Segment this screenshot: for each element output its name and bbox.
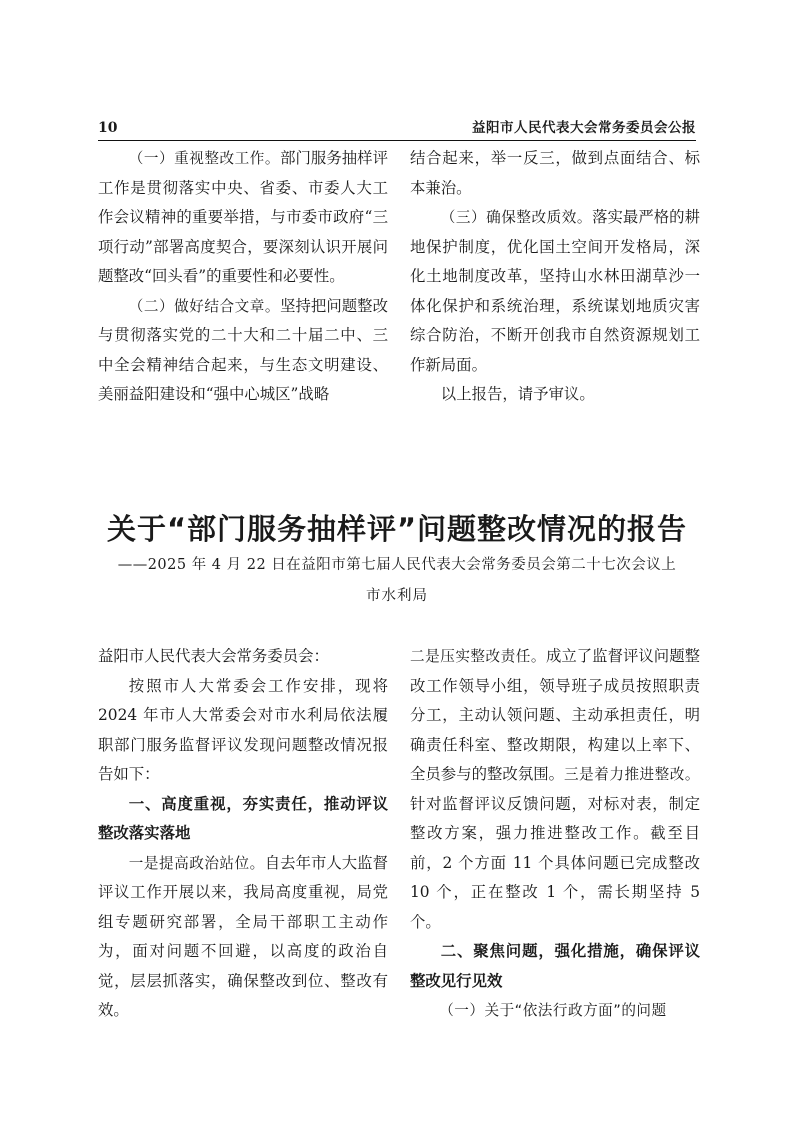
paragraph-text: 坚持把问题整改与贯彻落实党的二十大和二十届二中、三中全会精神结合起来，与生态文明建设、美丽益阳建设和“强中心城区”战略 — [98, 296, 388, 403]
paragraph-lead: （三）确保整改质效。 — [440, 209, 593, 226]
prev-paragraph-1 — [98, 144, 388, 292]
page-header — [98, 116, 696, 141]
section-heading-2: 二、聚焦问题，强化措施，确保评议整改见行见效 — [410, 942, 700, 990]
paragraph-lead: 三是着力推进整改。 — [564, 766, 700, 783]
paragraph-text: 自去年市人大监督评议工作开展以来，我局高度重视，局党组专题研究部署，全局干部职工主动作为，面对问题不回避，以高度的政治自觉，层层抓落实，确保整改到位、整改有效。 — [98, 853, 388, 1019]
prev-article-right-column — [410, 144, 700, 410]
prev-article-left-column — [98, 144, 388, 410]
article-left-column — [98, 642, 388, 1026]
article-right-column — [410, 642, 700, 1026]
prev-paragraph-2 — [98, 292, 388, 410]
paragraph-text: 落实最严格的耕地保护制度，优化国土空间开发格局，深化土地制度改革，坚持山水林田湖草沙一体化保护和系统治理，系统谋划地质灾害综合防治，不断开创我市自然资源规划工作新局面。 — [410, 208, 700, 374]
subsection-heading-1: （一）关于“依法行政方面”的问题 — [439, 1002, 667, 1019]
paragraph-lead: 二是压实整改责任。 — [410, 648, 546, 665]
page-number: 10 — [98, 120, 118, 136]
paragraph-text: 成立了监督评议问题整改工作领导小组，领导班子成员按照职责分工，主动认领问题、主动承担责任，明确责任科室、整改期限，构建以上率下、全员参与的整改氛围。 — [410, 647, 700, 783]
paragraph-lead: （二）做好结合文章。 — [128, 297, 281, 315]
closing-remark — [410, 380, 700, 410]
prev-paragraph-4 — [410, 203, 700, 380]
paragraph-political-stance — [98, 849, 388, 1026]
paragraph-text: 针对监督评议反馈问题，对标对表，制定整改方案，强力推进整改工作。截至目前，2 个方面 11 个具体问题已完成整改 10 个，正在整改 1 个，需长期坚持 5 个。 — [410, 794, 700, 931]
paragraph-lead: （一）重视整改工作。 — [128, 150, 281, 167]
article-subtitle: ——2025 年 4 月 22 日在益阳市第七届人民代表大会常务委员会第二十七次会议上 — [117, 557, 677, 573]
paragraph-text: 以上报告，请予审议。 — [440, 385, 595, 403]
article-author: 市水利局 — [366, 588, 428, 604]
salutation: 益阳市人民代表大会常务委员会： — [98, 647, 329, 665]
publication-title: 益阳市人民代表大会常务委员会公报 — [472, 120, 696, 136]
paragraph-lead: 一是提高政治站位。 — [128, 854, 265, 872]
intro-paragraph: 按照市人大常委会工作安排，现将 2024 年市人大常委会对市水利局依法履职部门服务监督评议发现问题整改情况报告如下： — [98, 676, 388, 783]
paragraph-responsibility — [410, 642, 700, 937]
prev-paragraph-3 — [410, 144, 700, 203]
paragraph-text: 部门服务抽样评工作是贯彻落实中央、省委、市委人大工作会议精神的重要举措，与市委市政府“三项行动”部署高度契合，要深刻认识开展问题整改“回头看”的重要性和必要性。 — [98, 149, 388, 285]
article-title: 关于“部门服务抽样评”问题整改情况的报告 — [106, 512, 688, 546]
paragraph-text: 结合起来，举一反三，做到点面结合、标本兼治。 — [410, 149, 700, 197]
section-heading-1: 一、高度重视，夯实责任，推动评议整改落实落地 — [98, 794, 388, 842]
